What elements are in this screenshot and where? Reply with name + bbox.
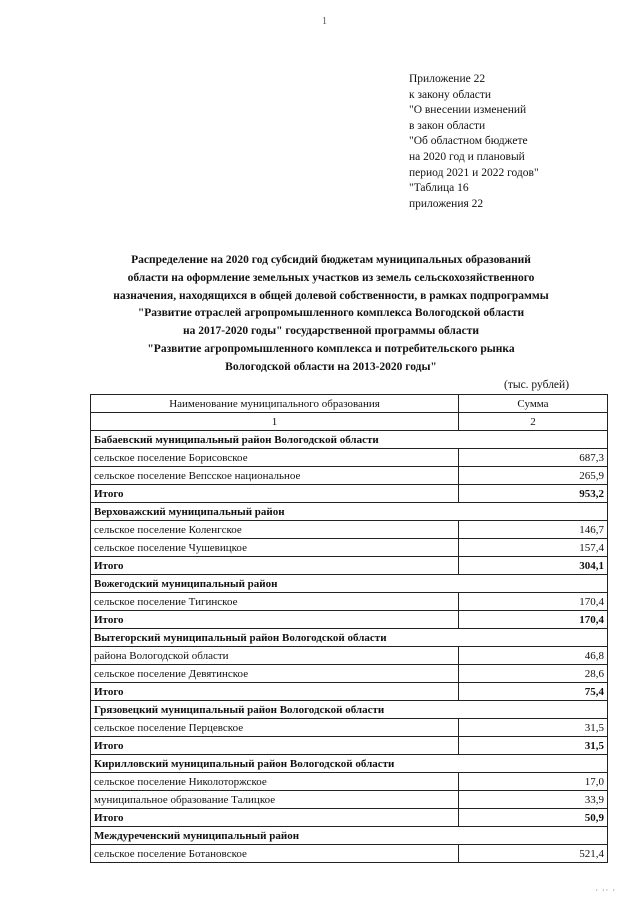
region-name: Верховажский муниципальный район: [91, 503, 608, 521]
subsidy-amount: 46,8: [459, 647, 608, 665]
subsidy-amount: 521,4: [459, 845, 608, 863]
appendix-line: приложения 22: [409, 197, 484, 210]
region-name: Грязовецкий муниципальный район Вологодской области: [91, 701, 608, 719]
municipality-name: сельское поселение Чушевицкое: [91, 539, 459, 557]
municipality-name: муниципальное образование Талицкое: [91, 791, 459, 809]
municipality-name: сельское поселение Николоторжское: [91, 773, 459, 791]
total-amount: 31,5: [459, 737, 608, 755]
region-name: Кирилловский муниципальный район Вологодской области: [91, 755, 608, 773]
title-line: на 2017-2020 годы" государственной программы области: [182, 325, 480, 338]
municipality-name: сельское поселение Ботановское: [91, 845, 459, 863]
subsidy-amount: 170,4: [459, 593, 608, 611]
total-amount: 953,2: [459, 485, 608, 503]
municipality-name: района Вологодской области: [91, 647, 459, 665]
region-row: [91, 827, 608, 845]
municipality-name: сельское поселение Девятинское: [91, 665, 459, 683]
region-name: Бабаевский муниципальный район Вологодской области: [91, 431, 608, 449]
subsidy-amount: 687,3: [459, 449, 608, 467]
table-row: [91, 773, 608, 791]
document-title: [70, 252, 592, 377]
appendix-line: Приложение 22: [409, 73, 486, 85]
total-label: Итого: [91, 557, 459, 575]
total-amount: 304,1: [459, 557, 608, 575]
table-row: [91, 593, 608, 611]
title-line: "Развитие агропромышленного комплекса и потребительского рынка: [147, 342, 515, 355]
subsidy-amount: 265,9: [459, 467, 608, 485]
subsidy-amount: 17,0: [459, 773, 608, 791]
region-name: Вытегорский муниципальный район Вологодской области: [91, 629, 608, 647]
municipality-name: сельское поселение Борисовское: [91, 449, 459, 467]
table-row: [91, 467, 608, 485]
total-label: Итого: [91, 809, 459, 827]
municipality-name: сельское поселение Вепсское национальное: [91, 467, 459, 485]
title-line: области на оформление земельных участков из земель сельскохозяйственного: [127, 271, 535, 284]
table-header-row: [91, 395, 608, 413]
subsidy-table: [90, 394, 608, 863]
total-row: [91, 809, 608, 827]
table-row: [91, 719, 608, 737]
appendix-line: "О внесении изменений: [409, 104, 527, 117]
column-index-1: 1: [91, 413, 459, 431]
total-label: Итого: [91, 737, 459, 755]
total-row: [91, 557, 608, 575]
subsidy-amount: 157,4: [459, 539, 608, 557]
total-amount: 50,9: [459, 809, 608, 827]
region-name: Вожегодский муниципальный район: [91, 575, 608, 593]
subsidy-amount: 146,7: [459, 521, 608, 539]
table-row: [91, 647, 608, 665]
region-name: Междуреченский муниципальный район: [91, 827, 608, 845]
table-row: [91, 845, 608, 863]
title-line: "Развитие отраслей агропромышленного комплекса Вологодской области: [137, 307, 525, 320]
subsidy-amount: 33,9: [459, 791, 608, 809]
title-line: назначения, находящихся в общей долевой собственности, в рамках подпрограммы: [113, 289, 549, 302]
table-index-row: [91, 413, 608, 431]
appendix-line: на 2020 год и плановый: [409, 150, 525, 163]
page-number: 1: [322, 16, 327, 27]
table-row: [91, 791, 608, 809]
region-row: [91, 629, 608, 647]
region-row: [91, 575, 608, 593]
total-label: Итого: [91, 485, 459, 503]
appendix-line: в закон области: [409, 119, 486, 132]
title-line: Вологодской области на 2013-2020 годы": [225, 360, 437, 373]
column-header-name: Наименование муниципального образования: [91, 395, 459, 413]
table-row: [91, 665, 608, 683]
region-row: [91, 755, 608, 773]
municipality-name: сельское поселение Перцевское: [91, 719, 459, 737]
region-row: [91, 431, 608, 449]
total-row: [91, 737, 608, 755]
scan-mark: · ·· ·: [595, 886, 616, 895]
municipality-name: сельское поселение Тигинское: [91, 593, 459, 611]
appendix-line: к закону области: [409, 88, 492, 101]
subsidy-amount: 31,5: [459, 719, 608, 737]
region-row: [91, 701, 608, 719]
table-row: [91, 521, 608, 539]
column-index-2: 2: [459, 413, 608, 431]
total-amount: 75,4: [459, 683, 608, 701]
appendix-note: [409, 72, 629, 212]
total-label: Итого: [91, 611, 459, 629]
total-amount: 170,4: [459, 611, 608, 629]
column-header-sum: Сумма: [459, 395, 608, 413]
total-label: Итого: [91, 683, 459, 701]
region-row: [91, 503, 608, 521]
title-line: Распределение на 2020 год субсидий бюджетам муниципальных образований: [131, 254, 531, 266]
appendix-line: "Об областном бюджете: [409, 135, 528, 148]
subsidy-amount: 28,6: [459, 665, 608, 683]
total-row: [91, 683, 608, 701]
appendix-line: период 2021 и 2022 годов": [409, 166, 539, 179]
table-row: [91, 449, 608, 467]
table-row: [91, 539, 608, 557]
unit-label: (тыс. рублей): [504, 379, 570, 391]
appendix-line: "Таблица 16: [409, 182, 469, 195]
municipality-name: сельское поселение Коленгское: [91, 521, 459, 539]
total-row: [91, 611, 608, 629]
total-row: [91, 485, 608, 503]
